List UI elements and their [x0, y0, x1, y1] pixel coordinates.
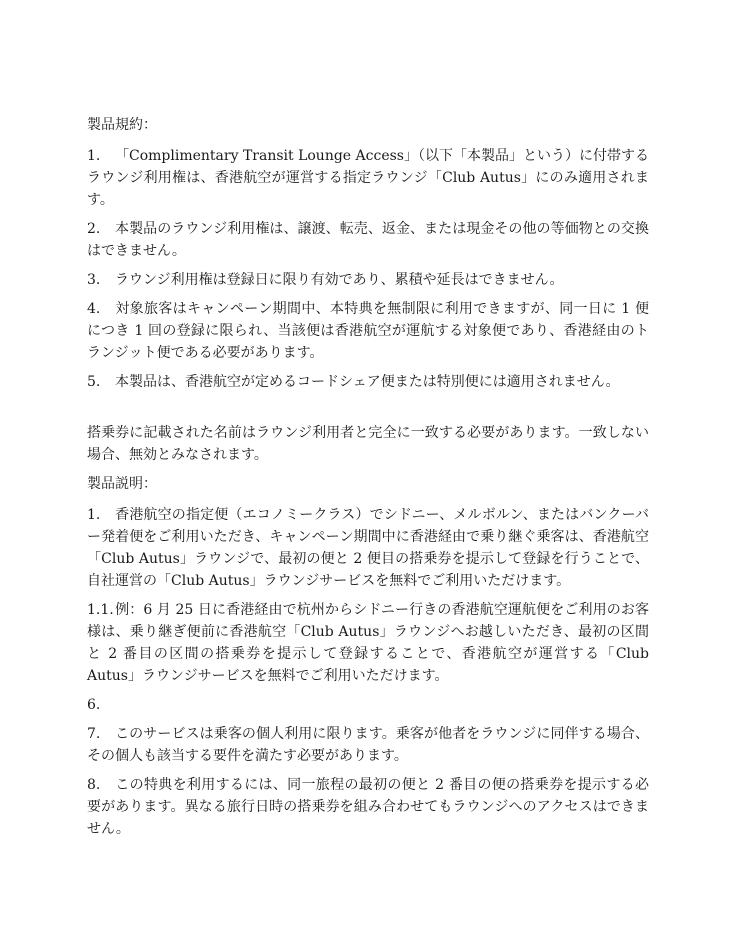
item-number: 1.: [87, 507, 101, 523]
terms-item-2: [87, 218, 649, 262]
description-item-1-1: [87, 599, 649, 687]
name-notice: 搭乗券に記載された名前はラウンジ利用者と完全に一致する必要があります。一致しない場合、無効とみなされます。: [87, 425, 649, 463]
item-number: 1.1.: [87, 602, 114, 618]
item-number: 2.: [87, 221, 101, 237]
terms-item-4: [87, 298, 649, 364]
item-text: この特典を利用するには、同一旅程の最初の便と 2 番目の便の搭乗券を提示する必要があります。異なる旅行日時の搭乗券を組み合わせてもラウンジへのアクセスはできません。: [87, 777, 649, 837]
terms-heading: 製品規約：: [87, 117, 157, 133]
item-number: 5.: [87, 374, 101, 390]
item-number: 3.: [87, 272, 101, 288]
terms-item-1: [87, 145, 649, 211]
description-item-1: [87, 504, 649, 592]
item-text: 例：6 月 25 日に香港経由で杭州からシドニー行きの香港航空運航便をご利用のお客様は、乗り継ぎ便前に香港航空「Club Autus」ラウンジへお越しいただき、最初の区間と 2 番目の区間の搭乗券を提示して登録することで、香港航空が運営する「Club Autus」ラウンジサービスを無料でご利用いただけます。: [87, 602, 649, 684]
description-item-7: [87, 723, 649, 767]
description-item-8: [87, 774, 649, 840]
terms-item-5: [87, 371, 649, 393]
item-number: 4.: [87, 301, 101, 317]
item-text: 対象旅客はキャンペーン期間中、本特典を無制限に利用できますが、同一日に 1 便につき 1 回の登録に限られ、当該便は香港航空が運航する対象便であり、香港経由のトランジット便である必要があります。: [87, 301, 649, 361]
item-number: 6.: [87, 697, 101, 713]
item-number: 8.: [87, 777, 101, 793]
item-text: 本製品のラウンジ利用権は、譲渡、転売、返金、または現金その他の等価物との交換はできません。: [87, 221, 649, 259]
item-text: 香港航空の指定便（エコノミークラス）でシドニー、メルボルン、またはバンクーバー発着便をご利用いただき、キャンペーン期間中に香港経由で乗り継ぐ乗客は、香港航空「Club Autus」ラウンジで、最初の便と 2 便目の搭乗券を提示して登録を行うことで、自社運営の「Club Autus」ラウンジサービスを無料でご利用いただけます。: [87, 507, 649, 589]
item-number: 1.: [87, 148, 101, 164]
terms-item-3: [87, 269, 649, 291]
description-heading: 製品説明：: [87, 476, 157, 492]
document-body: [87, 114, 649, 847]
item-text: 本製品は、香港航空が定めるコードシェア便または特別便には適用されません。: [115, 374, 620, 390]
item-text: ラウンジ利用権は登録日に限り有効であり、累積や延長はできません。: [115, 272, 564, 288]
item-text: このサービスは乗客の個人利用に限ります。乗客が他者をラウンジに同伴する場合、その個人も該当する要件を満たす必要があります。: [87, 726, 649, 764]
description-item-6: [87, 694, 649, 716]
item-number: 7.: [87, 726, 101, 742]
item-text: 「Complimentary Transit Lounge Access」（以下「本製品」という）に付帯するラウンジ利用権は、香港航空が運営する指定ラウンジ「Club Autus」にのみ適用されます。: [87, 148, 649, 208]
